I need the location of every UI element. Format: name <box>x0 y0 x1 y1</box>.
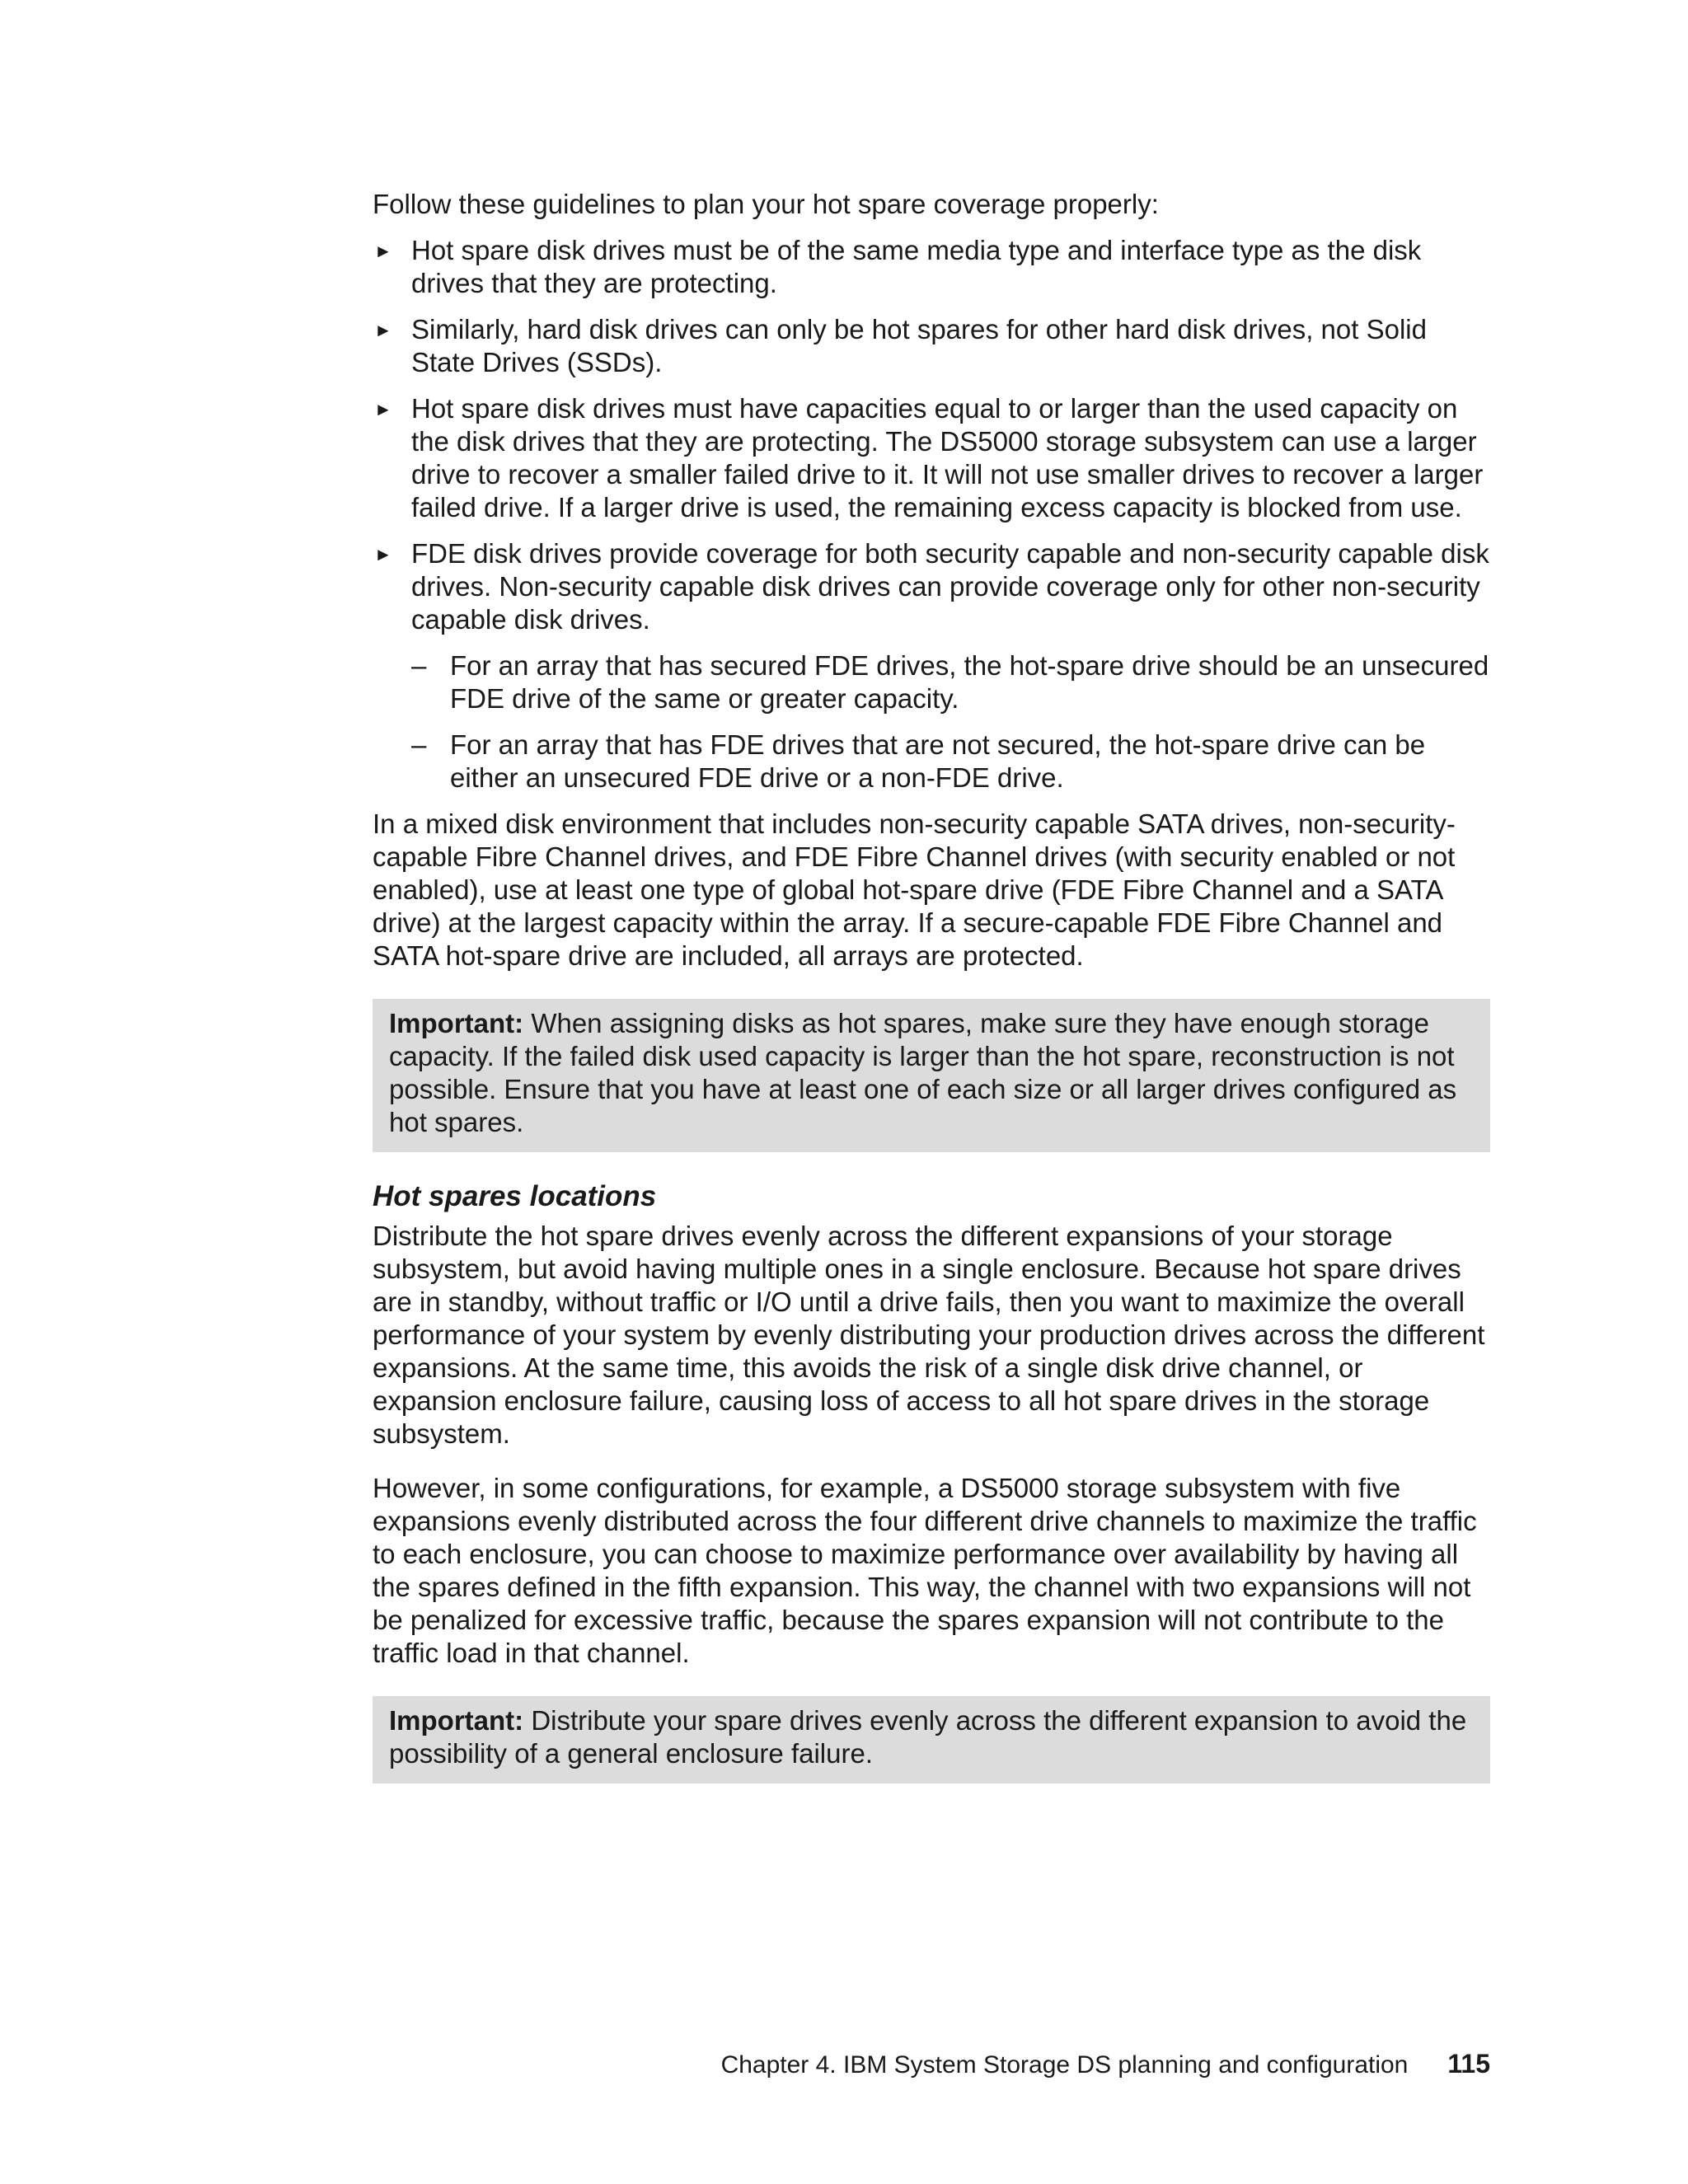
bullet-triangle-icon: ► <box>374 241 392 261</box>
dash-icon: – <box>411 650 427 681</box>
bullet-triangle-icon: ► <box>374 320 392 340</box>
list-item-text: Hot spare disk drives must have capacities equal to or larger than the used capacity on the disk drives that they are protecting. The DS5000 storage subsystem can use a larger drive to recover a smaller failed drive to it. It will not use smaller drives to recover a larger failed drive. If a larger drive is used, the remaining excess capacity is blocked from use. <box>411 393 1484 523</box>
guidelines-list <box>373 234 1490 794</box>
fde-sub-list <box>411 649 1490 794</box>
important-label: Important: <box>389 1705 524 1736</box>
list-item-text: Similarly, hard disk drives can only be hot spares for other hard disk drives, not Solid State Drives (SSDs). <box>411 314 1427 377</box>
sub-list-item-text: For an array that has secured FDE drives, the hot-spare drive should be an unsecured FDE drive of the same or greater capacity. <box>450 650 1489 714</box>
important-note-distribution <box>373 1696 1490 1783</box>
important-label: Important: <box>389 1008 524 1038</box>
footer-chapter-title: Chapter 4. IBM System Storage DS planning and configuration <box>720 2051 1409 2079</box>
sub-list-item <box>411 649 1490 715</box>
list-item-text: FDE disk drives provide coverage for both security capable and non-security capable disk drives. Non-security capable disk drives can provide coverage only for other non-security capable disk drives. <box>411 538 1489 635</box>
sub-list-item-text: For an array that has FDE drives that are not secured, the hot-spare drive can be either an unsecured FDE drive or a non-FDE drive. <box>450 729 1426 793</box>
list-item <box>373 537 1490 794</box>
list-item <box>373 234 1490 300</box>
bullet-triangle-icon: ► <box>374 399 392 419</box>
sub-list-item <box>411 729 1490 794</box>
section-heading: Hot spares locations <box>373 1180 657 1212</box>
important-text: When assigning disks as hot spares, make sure they have enough storage capacity. If the failed disk used capacity is larger than the hot spare, reconstruction is not possible. Ensure that you have at least one of each size or all larger drives configured as hot spares. <box>389 1008 1457 1137</box>
dash-icon: – <box>411 729 427 760</box>
page-body <box>373 188 1490 1810</box>
list-item <box>373 313 1490 379</box>
list-item-text: Hot spare disk drives must be of the same media type and interface type as the disk drives that they are protecting. <box>411 235 1422 298</box>
page-number: 115 <box>1447 2049 1490 2079</box>
important-text: Distribute your spare drives evenly across the different expansion to avoid the possibility of a general enclosure failure. <box>389 1705 1467 1769</box>
bullet-triangle-icon: ► <box>374 544 392 565</box>
locations-paragraph-2: However, in some configurations, for example, a DS5000 storage subsystem with five expansions evenly distributed across the four different drive channels to maximize the traffic to each enclosure, you can choose to maximize performance over availability by having all the spares defined in the fifth expansion. This way, the channel with two expansions will not be penalized for excessive traffic, because the spares expansion will not contribute to the traffic load in that channel. <box>373 1473 1477 1668</box>
list-item <box>373 392 1490 524</box>
intro-paragraph: Follow these guidelines to plan your hot spare coverage properly: <box>373 189 1159 219</box>
mixed-environment-paragraph: In a mixed disk environment that includes non-security capable SATA drives, non-security-capable Fibre Channel drives, and FDE Fibre Channel drives (with security enabled or not enabled), use at least one type of global hot-spare drive (FDE Fibre Channel and a SATA drive) at the largest capacity within the array. If a secure-capable FDE Fibre Channel and SATA hot-spare drive are included, all arrays are protected. <box>373 808 1456 971</box>
page-footer <box>721 2047 1490 2082</box>
important-note-capacity <box>373 999 1490 1152</box>
locations-paragraph-1: Distribute the hot spare drives evenly across the different expansions of your storage subsystem, but avoid having multiple ones in a single enclosure. Because hot spare drives are in standby, without traffic or I/O until a drive fails, then you want to maximize the overall performance of your system by evenly distributing your production drives across the different expansions. At the same time, this avoids the risk of a single disk drive channel, or expansion enclosure failure, causing loss of access to all hot spare drives in the storage subsystem. <box>373 1221 1485 1449</box>
